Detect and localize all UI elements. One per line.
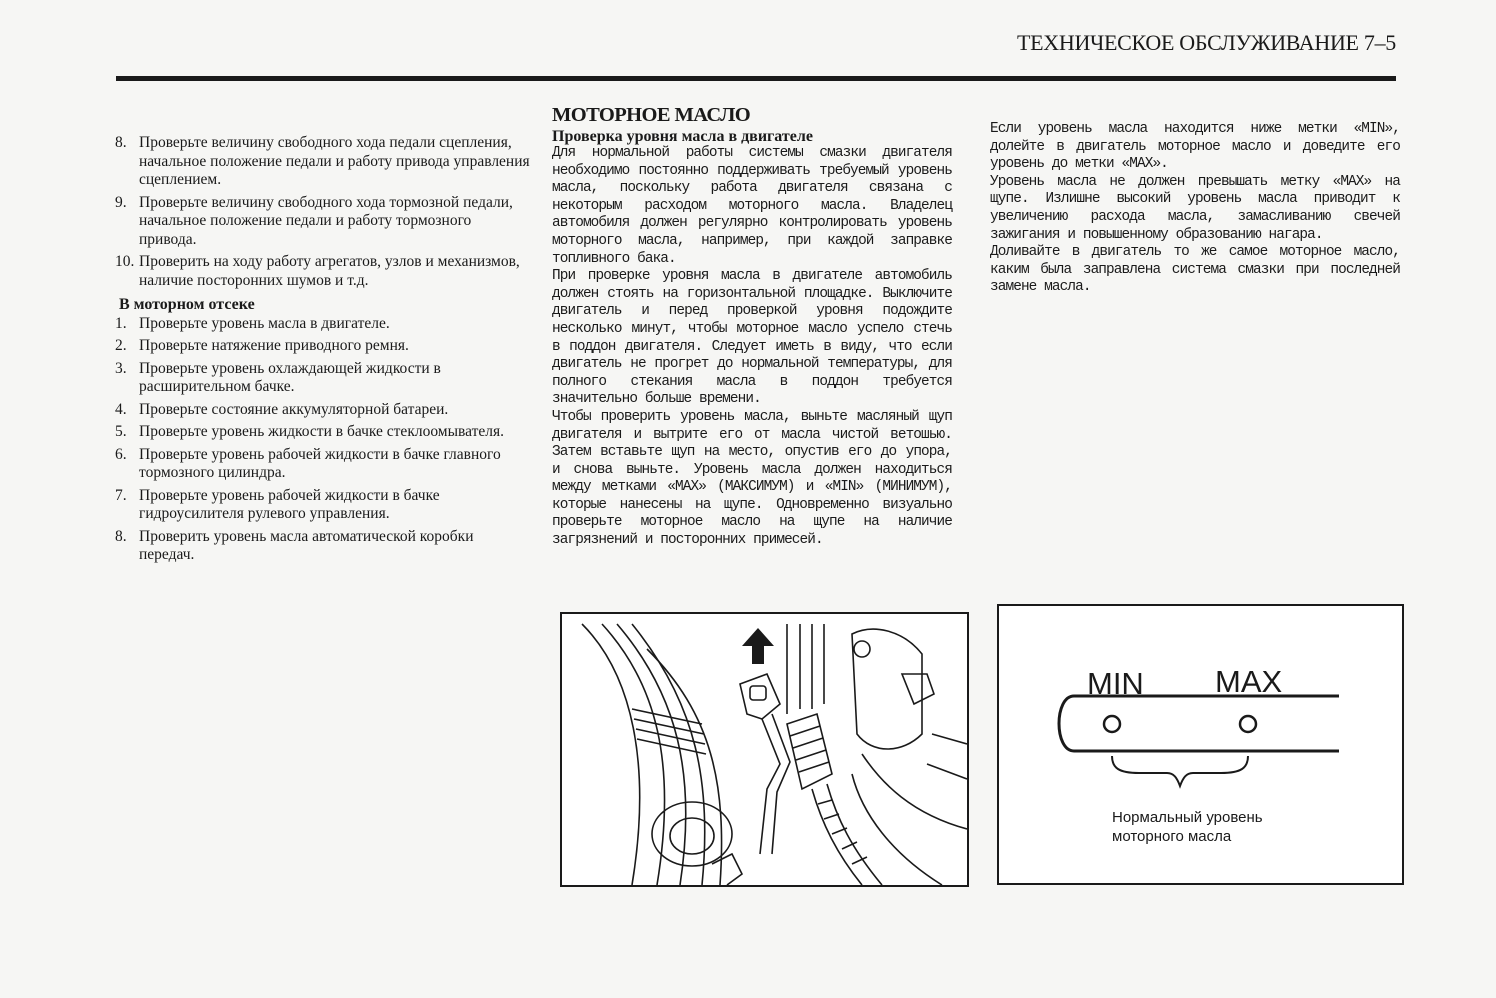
page-header: ТЕХНИЧЕСКОЕ ОБСЛУЖИВАНИЕ 7–5 <box>1017 30 1396 55</box>
max-label: MAX <box>1215 664 1283 699</box>
section-title: МОТОРНОЕ МАСЛО <box>552 104 751 126</box>
min-label: MIN <box>1087 666 1144 701</box>
paragraph: Чтобы проверить уровень масла, выньте масляный щуп двигателя и вытрите его от масла чистой ветошью. Затем вставьте щуп на место, опустив его до упора, и снова выньте. Уровень масла должен находиться между метками «MAX» (МАКСИМУМ) и «MIN» (МИНИМУМ), которые нанесены на щупе. Одновременно визуально проверьте моторное масло на щупе на наличие загрязнений и посторонних примесей. <box>552 408 952 549</box>
list-item: 8. Проверьте величину свободного хода педали сцепления, начальное положение педали и работу привода управления сцеплением. <box>115 134 530 188</box>
left-column <box>115 134 530 569</box>
paragraph: Уровень масла не должен превышать метку «MAX» на щупе. Излишне высокий уровень масла приводит к увеличению расхода масла, замасливанию свечей зажигания и повышенному образованию нагара. <box>990 173 1400 243</box>
engine-bay-illustration <box>562 614 967 885</box>
middle-column <box>552 104 952 550</box>
header-rule <box>116 76 1396 81</box>
dipstick-level-figure <box>997 604 1404 885</box>
checklist-driving <box>115 134 530 290</box>
list-item: 3. Проверьте уровень охлаждающей жидкости в расширительном бачке. <box>115 359 441 395</box>
list-item: 9. Проверьте величину свободного хода тормозной педали, начальное положение педали и работу тормозного привода. <box>115 193 513 248</box>
arrow-up-icon <box>742 628 774 664</box>
right-column <box>990 121 1400 297</box>
list-item: 5. Проверьте уровень жидкости в бачке стеклоомывателя. <box>115 423 504 440</box>
list-item: 7. Проверьте уровень рабочей жидкости в бачке гидроусилителя рулевого управления. <box>115 486 440 522</box>
paragraph: Если уровень масла находится ниже метки «MIN», долейте в двигатель моторное масло и доведите его уровень до метки «MAX». <box>990 121 1400 173</box>
figure-caption: Нормальный уровень моторного масла <box>1112 809 1263 845</box>
list-item: 1. Проверьте уровень масла в двигателе. <box>115 314 390 332</box>
paragraph: Для нормальной работы системы смазки двигателя необходимо постоянно поддерживать требуемый уровень масла, поскольку работа двигателя связана с некоторым расходом моторного масла. Владелец автомобиля должен регулярно контролировать уровень моторного масла, например, при каждой заправке топливного бака. <box>552 145 952 267</box>
checklist-engine-bay <box>115 315 530 565</box>
level-brace <box>1112 756 1248 786</box>
paragraph: Доливайте в двигатель то же самое моторное масло, каким была заправлена система смазки при последней замене масла. <box>990 244 1400 296</box>
engine-dipstick-figure <box>560 612 969 887</box>
min-mark-icon <box>1104 716 1120 732</box>
list-item: 6. Проверьте уровень рабочей жидкости в бачке главного тормозного цилиндра. <box>115 445 501 481</box>
list-item: 8. Проверить уровень масла автоматической коробки передач. <box>115 527 474 563</box>
list-item: 4. Проверьте состояние аккумуляторной батареи. <box>115 400 449 418</box>
max-mark-icon <box>1240 716 1256 732</box>
paragraph: При проверке уровня масла в двигателе автомобиль должен стоять на горизонтальной площадке. Выключите двигатель и перед проверкой уровня подождите несколько минут, чтобы моторное масло успело стечь в поддон двигателя. Следует иметь в виду, что если двигатель не прогрет до нормальной температуры, для полного стекания масла в поддон требуется значительно больше времени. <box>552 268 952 408</box>
list-item: 2. Проверьте натяжение приводного ремня. <box>115 337 409 354</box>
section-subtitle: Проверка уровня масла в двигателе <box>552 128 813 145</box>
section-subheading: В моторном отсеке <box>119 296 255 313</box>
list-item: 10. Проверить на ходу работу агрегатов, узлов и механизмов, наличие посторонних шумов и т.д. <box>115 253 520 289</box>
